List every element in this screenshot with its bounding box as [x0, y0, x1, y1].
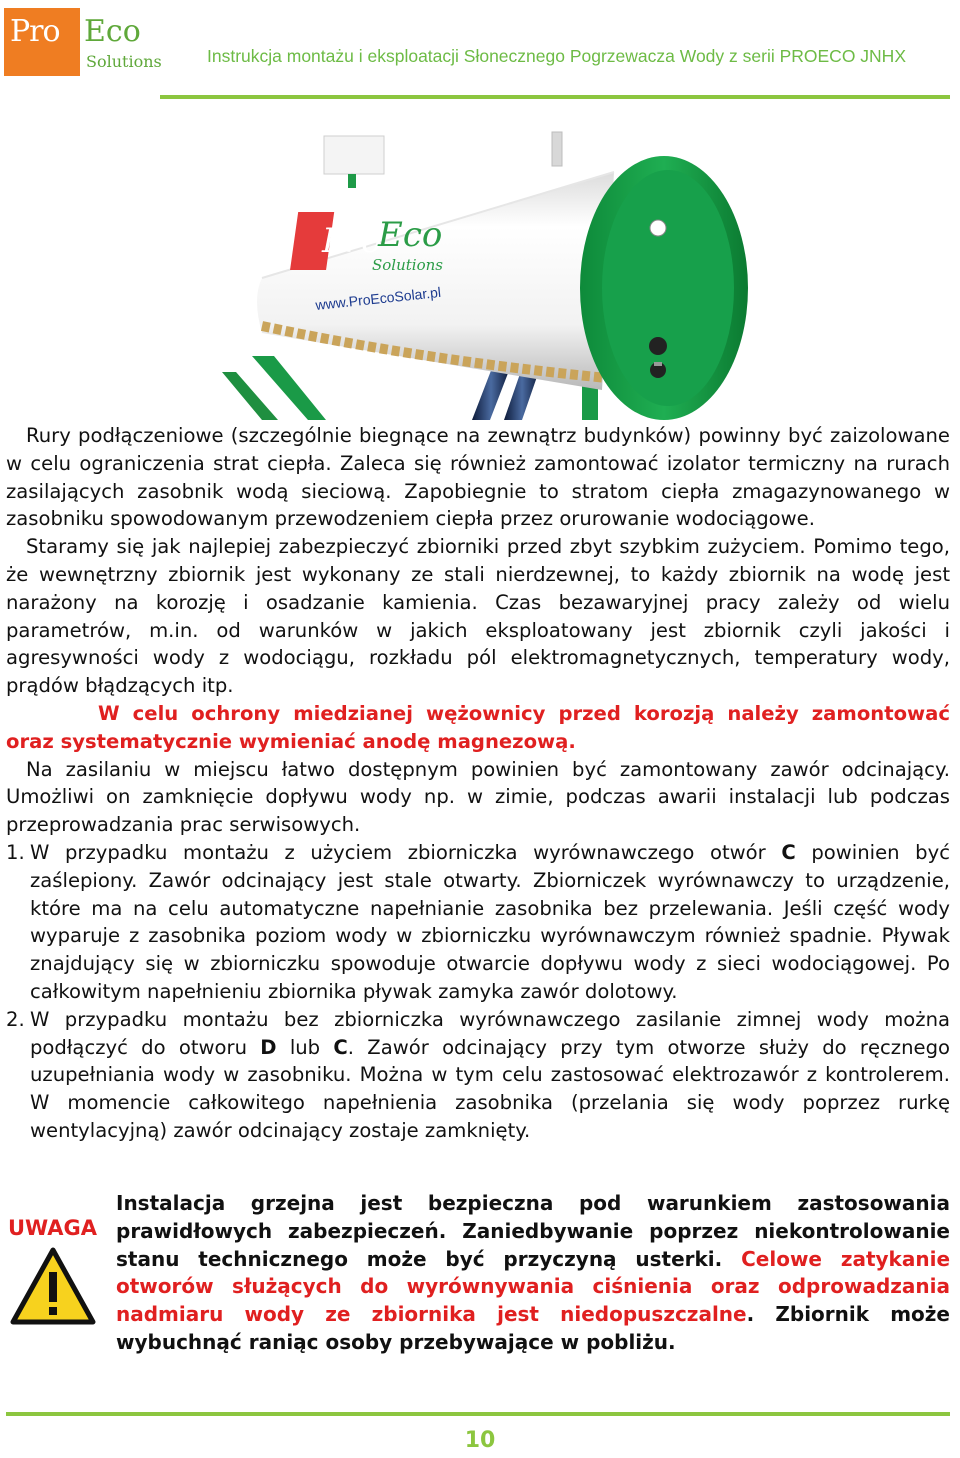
list-item-number: 2. — [6, 1007, 25, 1031]
logo-eco-text: Eco — [84, 14, 141, 49]
footer-rule — [6, 1412, 950, 1416]
page-number: 10 — [464, 1428, 496, 1453]
logo-pro-text: Pro — [10, 14, 60, 49]
paragraph-pipes-insulation: Rury podłączeniowe (szczególnie biegnące na zewnątrz budynków) powinny być zaizolowane w celu ograniczenia strat ciepła. Zaleca się również zamontować izolator termiczny na rurach zasilających zasobnik wodą sieciową. Zapobiegnie to stratom ciepła zmagazynowanego w zasobniku spowodowanym przewodzeniem ciepła przez orurowanie wodociągowe. — [6, 424, 950, 531]
solar-tank-photo — [222, 128, 752, 420]
paragraph-anode-warning: W celu ochrony miedzianej wężownicy przed korozją należy zamontować oraz systematycznie wymieniać anodę magnezową. — [6, 701, 950, 753]
warning-text: Instalacja grzejna jest bezpieczna pod warunkiem zastosowania prawidłowych zabezpieczeń. Zaniedbywanie poprzez niekontrolowanie stanu technicznego może być przyczyną usterki. Celowe zatykanie otworów służących do wyrównywania ciśnienia oraz odprowadzania nadmiaru wody ze zbiornika jest niedopuszczalne. Zbiornik może wybuchnąć raniąc osoby przebywające w pobliżu. — [116, 1191, 951, 1354]
warning-label: UWAGA — [8, 1216, 98, 1240]
list-item-text: W przypadku montażu bez zbiorniczka wyrównawczego zasilanie zimnej wody można podłączyć do otworu D lub C. Zawór odcinający przy tym otworze służy do ręcznego uzupełniania wody w zasobniku. Można w tym celu zastosować elektrozawór z kontrolerem. W momencie całkowitego napełnienia zasobnika (przelania się wody poprzez rurkę wentylacyjną) zawór odcinający zostaje zamknięty. — [30, 1007, 950, 1142]
list-item — [6, 839, 950, 1006]
proeco-logo — [4, 8, 162, 76]
list-item-text: W przypadku montażu z użyciem zbiorniczka wyrównawczego otwór C powinien być zaślepiony. Zawór odcinający jest stale otwarty. Zbiorniczek wyrównawczy to urządzenie, które ma na celu automatyczne napełnianie zasobnika bez przelewania. Jeśli część wody wyparuje z zasobnika poziom wody w zbiorniczku wyrównawczym również spadnie. Pływak znajdujący się w zbiorniczku spowoduje otwarcie dopływu wody z sieci wodociągowej. Po całkowitym napełnieniu zbiornika pływak zamyka zawór dolotowy. — [30, 840, 950, 1003]
list-item-number: 1. — [6, 840, 25, 864]
tank-logo-solutions: Solutions — [372, 256, 443, 274]
list-item — [6, 1006, 950, 1145]
tank-logo-pro: Pro — [322, 221, 382, 261]
document-title: Instrukcja montażu i eksploatacji Słonecznego Pogrzewacza Wody z serii PROECO JNHX — [207, 46, 906, 66]
header-rule — [160, 95, 950, 99]
warning-triangle-icon — [10, 1246, 96, 1326]
paragraph-corrosion: Staramy się jak najlepiej zabezpieczyć zbiorniki przed zbyt szybkim zużyciem. Pomimo tego, że wewnętrzny zbiornik jest wykonany ze stali nierdzewnej, to każdy zbiornik na wodę jest narażony na korozję i osadzanie kamienia. Czas bezawaryjnej pracy zależy od wielu parametrów, m.in. od warunków w jakich eksploatowany jest zbiornik czyli jakości i agresywności wody z wodociągu, rozkładu pól elektromagnetycznych, temperatury wody, prądów błądzących itp. — [6, 535, 950, 698]
body-text — [6, 422, 950, 1145]
tank-url: www.ProEcoSolar.pl — [314, 283, 442, 313]
logo-solutions-text: Solutions — [86, 52, 162, 71]
paragraph-shutoff-valve: Na zasilaniu w miejscu łatwo dostępnym powinien być zamontowany zawór odcinający. Umożliwi on zamknięcie dopływu wody np. w zimie, podczas awarii instalacji lub podczas przeprowadzania prac serwisowych. — [6, 757, 950, 837]
tank-logo-eco: Eco — [378, 215, 443, 255]
